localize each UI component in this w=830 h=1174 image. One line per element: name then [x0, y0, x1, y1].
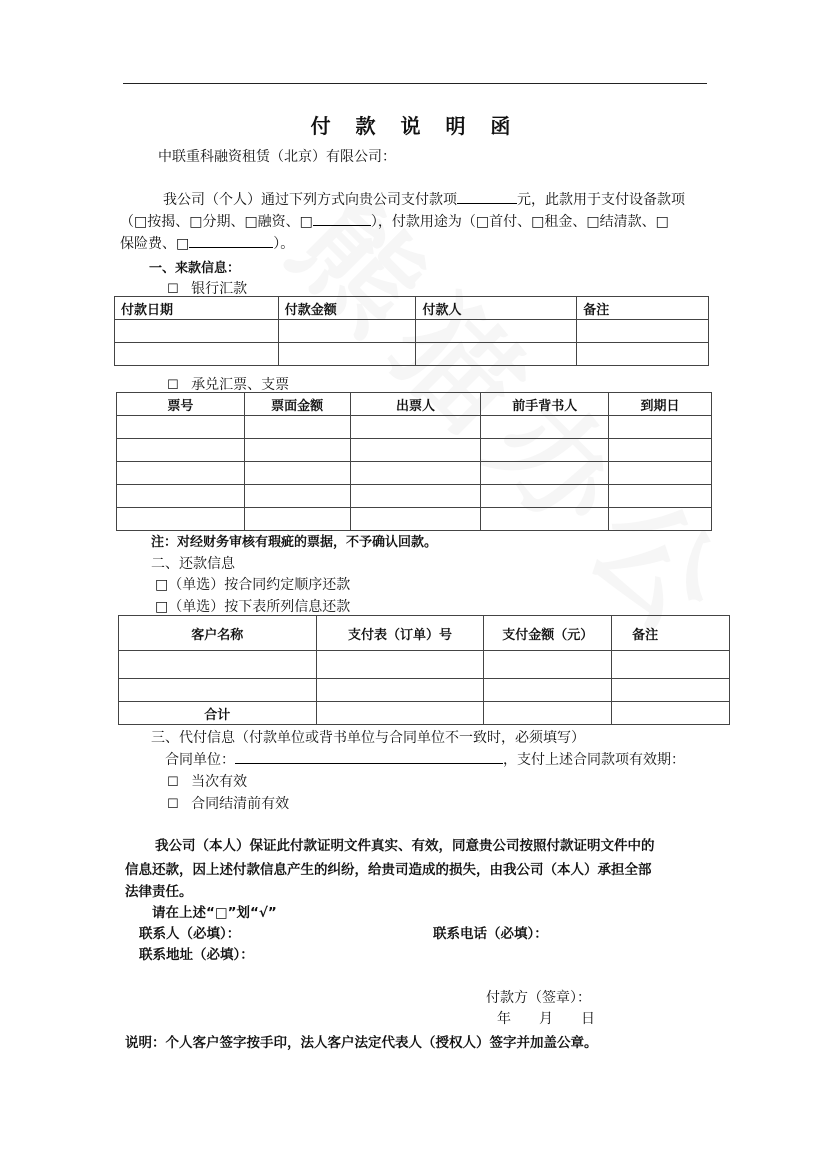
intro-line-2 [120, 211, 669, 231]
section3-heading [151, 727, 585, 747]
repay-option-1[interactable]: □（单选）按合同约定顺序还款 [155, 577, 351, 593]
contact-label: 联系人（必填）： [139, 926, 241, 942]
table-cell[interactable] [609, 416, 712, 439]
table-cell[interactable] [577, 320, 709, 343]
table-cell[interactable] [115, 343, 279, 366]
payer-signature-label: 付款方（签章）： [486, 990, 591, 1006]
repay-table [118, 615, 730, 725]
table-row [117, 416, 712, 439]
contract-unit-suffix: ，支付上述合同款项有效期： [503, 752, 685, 768]
table-cell[interactable] [612, 679, 730, 702]
table-row [119, 651, 730, 679]
intro-text-b: 元，此款用于支付设备款项 [517, 192, 685, 208]
validity-option-2[interactable] [167, 793, 289, 813]
section1-heading: 一、来款信息： [149, 261, 241, 276]
checkbox-icon[interactable]: ☐ [167, 797, 179, 812]
table-cell[interactable] [244, 485, 350, 508]
addressee: 中联重科融资租赁（北京）有限公司： [158, 149, 396, 165]
table-header-row [115, 297, 709, 320]
table-cell[interactable] [117, 462, 245, 485]
table-cell[interactable] [244, 439, 350, 462]
table-header-cell: 票面金额 [244, 393, 350, 416]
table-cell[interactable] [117, 508, 245, 531]
table-cell[interactable] [316, 702, 484, 725]
declaration-line-1: 我公司（本人）保证此付款证明文件真实、有效，同意贵公司按照付款证明文件中的 [155, 838, 655, 854]
draft-option-label: 承兑汇票、支票 [191, 377, 290, 393]
table-row [117, 462, 712, 485]
table-header-cell: 付款金额 [278, 297, 416, 320]
repay-option-2[interactable]: □（单选）按下表所列信息还款 [155, 599, 351, 615]
intro-line3-a: 保险费、□ [120, 236, 190, 252]
table-cell[interactable] [609, 485, 712, 508]
table-header-cell: 备注 [577, 297, 709, 320]
table-cell[interactable] [416, 343, 577, 366]
table-header-cell: 支付表（订单）号 [316, 616, 484, 651]
table-cell[interactable] [244, 508, 350, 531]
table-header-row [117, 393, 712, 416]
table-cell[interactable] [481, 485, 609, 508]
table-cell[interactable] [577, 343, 709, 366]
table-cell[interactable] [117, 439, 245, 462]
table-cell[interactable] [117, 485, 245, 508]
table-cell[interactable] [117, 416, 245, 439]
table-cell[interactable] [481, 416, 609, 439]
table-header-cell: 付款人 [416, 297, 577, 320]
table-header-cell: 支付金额（元） [484, 616, 612, 651]
table-row [115, 343, 709, 366]
header-rule [123, 83, 707, 84]
validity-option-1[interactable] [167, 771, 247, 791]
bank-table [114, 296, 709, 366]
checkbox-icon[interactable]: ☐ [167, 775, 179, 790]
table-total-row [119, 702, 730, 725]
table-row [117, 485, 712, 508]
table-cell[interactable] [316, 679, 484, 702]
bank-option[interactable] [167, 278, 247, 298]
draft-option[interactable] [167, 374, 289, 394]
table-cell[interactable] [609, 508, 712, 531]
table-cell[interactable] [119, 679, 317, 702]
table-header-cell: 客户名称 [119, 616, 317, 651]
table-cell[interactable] [416, 320, 577, 343]
table-cell[interactable] [350, 508, 481, 531]
section3-heading-text: 三、代付信息（付款单位或背书单位与合同单位不一致时，必须填写） [151, 730, 585, 746]
table-row [117, 439, 712, 462]
table-cell[interactable] [115, 320, 279, 343]
table-cell[interactable] [609, 462, 712, 485]
section2-heading: 二、还款信息 [151, 556, 235, 572]
table-header-cell: 前手背书人 [481, 393, 609, 416]
page-title: 付 款 说 明 函 [310, 114, 520, 138]
total-label: 合计 [119, 702, 317, 725]
phone-label: 联系电话（必填）： [433, 926, 548, 942]
table-row [119, 679, 730, 702]
intro-line2-b: ），付款用途为（□首付、□租金、□结清款、□ [370, 214, 669, 230]
draft-note: 注：对经财务审核有瑕疵的票据，不予确认回款。 [151, 535, 438, 550]
intro-line-3 [120, 233, 294, 253]
validity-option-2-label: 合同结清前有效 [191, 796, 290, 812]
table-cell[interactable] [278, 320, 416, 343]
table-cell[interactable] [350, 462, 481, 485]
intro-line-1 [163, 189, 685, 209]
table-header-cell: 票号 [117, 393, 245, 416]
table-cell[interactable] [481, 462, 609, 485]
checkbox-icon[interactable]: ☐ [167, 378, 179, 393]
contract-unit-blank[interactable] [235, 749, 503, 764]
table-cell[interactable] [484, 679, 612, 702]
table-header-cell: 出票人 [350, 393, 481, 416]
checkbox-icon[interactable]: ☐ [167, 282, 179, 297]
table-row [117, 508, 712, 531]
table-cell[interactable] [350, 485, 481, 508]
validity-option-1-label: 当次有效 [191, 774, 248, 790]
purpose-other-blank[interactable] [189, 233, 273, 248]
table-cell[interactable] [244, 462, 350, 485]
table-cell[interactable] [612, 702, 730, 725]
table-cell[interactable] [244, 416, 350, 439]
table-cell[interactable] [278, 343, 416, 366]
instruction: 请在上述“□”划“√” [152, 905, 277, 921]
table-cell[interactable] [350, 439, 481, 462]
table-cell[interactable] [350, 416, 481, 439]
draft-table [116, 392, 712, 531]
contract-unit-line [165, 749, 685, 769]
table-cell[interactable] [484, 651, 612, 679]
table-cell[interactable] [609, 439, 712, 462]
contract-unit-label: 合同单位： [165, 752, 235, 768]
table-cell[interactable] [481, 439, 609, 462]
intro-line2-a: （□按揭、□分期、□融资、□ [120, 214, 313, 230]
signature-date: 年 月 日 [497, 1011, 595, 1027]
intro-text-a: 我公司（个人）通过下列方式向贵公司支付款项 [163, 192, 457, 208]
table-header-row [119, 616, 730, 651]
table-cell[interactable] [484, 702, 612, 725]
table-header-cell: 到期日 [609, 393, 712, 416]
bank-option-label: 银行汇款 [191, 281, 248, 297]
intro-line3-b: ）。 [273, 236, 295, 252]
table-cell[interactable] [481, 508, 609, 531]
amount-blank[interactable] [457, 189, 517, 204]
table-cell[interactable] [119, 651, 317, 679]
method-other-blank[interactable] [313, 211, 371, 226]
declaration-line-2: 信息还款，因上述付款信息产生的纠纷，给贵司造成的损失，由我公司（本人）承担全部 [125, 862, 652, 878]
address-label: 联系地址（必填）： [139, 947, 254, 963]
declaration-line-3: 法律责任。 [125, 884, 193, 900]
footer-note: 说明：个人客户签字按手印，法人客户法定代表人（授权人）签字并加盖公章。 [125, 1035, 598, 1051]
table-header-cell: 付款日期 [115, 297, 279, 320]
table-header-cell: 备注 [612, 616, 730, 651]
table-row [115, 320, 709, 343]
table-cell[interactable] [316, 651, 484, 679]
table-cell[interactable] [612, 651, 730, 679]
